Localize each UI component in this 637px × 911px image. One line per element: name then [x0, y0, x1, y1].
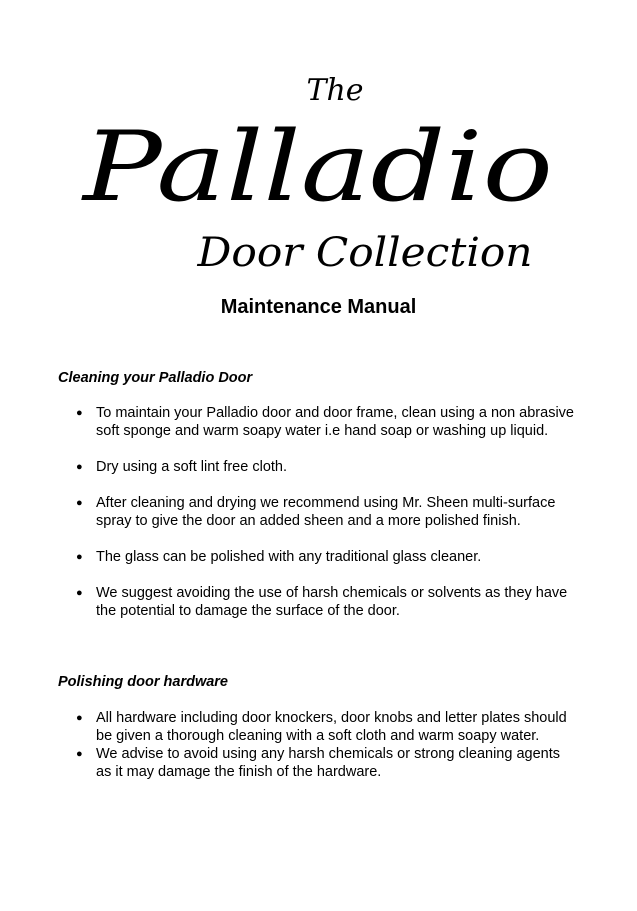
cleaning-door-list [0, 404, 637, 638]
palladio-logo [0, 70, 637, 280]
logo-door-collection: Door Collection [196, 230, 533, 276]
list-item: ● All hardware including door knockers, door knobs and letter plates should be given a thorough cleaning with a soft cloth and warm soapy water. [0, 709, 637, 745]
list-item: ● To maintain your Palladio door and door frame, clean using a non abrasive soft sponge and warm soapy water i.e hand soap or washing up liquid. [0, 404, 637, 440]
list-item: ● We suggest avoiding the use of harsh chemicals or solvents as they have the potential to damage the surface of the door. [0, 584, 637, 620]
polishing-hardware-list [0, 709, 637, 781]
section-heading-polishing-hardware: Polishing door hardware [58, 674, 228, 690]
section-heading-cleaning-door: Cleaning your Palladio Door [58, 370, 253, 386]
logo-the: The [306, 73, 364, 108]
list-item: ● We advise to avoid using any harsh chemicals or strong cleaning agents as it may damage the finish of the hardware. [0, 745, 637, 781]
list-item: ● After cleaning and drying we recommend using Mr. Sheen multi-surface spray to give the door an added sheen and a more polished finish. [0, 494, 637, 530]
logo-palladio: Palladio [80, 111, 553, 223]
list-item: ● The glass can be polished with any traditional glass cleaner. [0, 548, 637, 566]
logo-graphic [0, 70, 637, 280]
list-item: ● Dry using a soft lint free cloth. [0, 458, 637, 476]
page-title: Maintenance Manual [220, 296, 417, 318]
